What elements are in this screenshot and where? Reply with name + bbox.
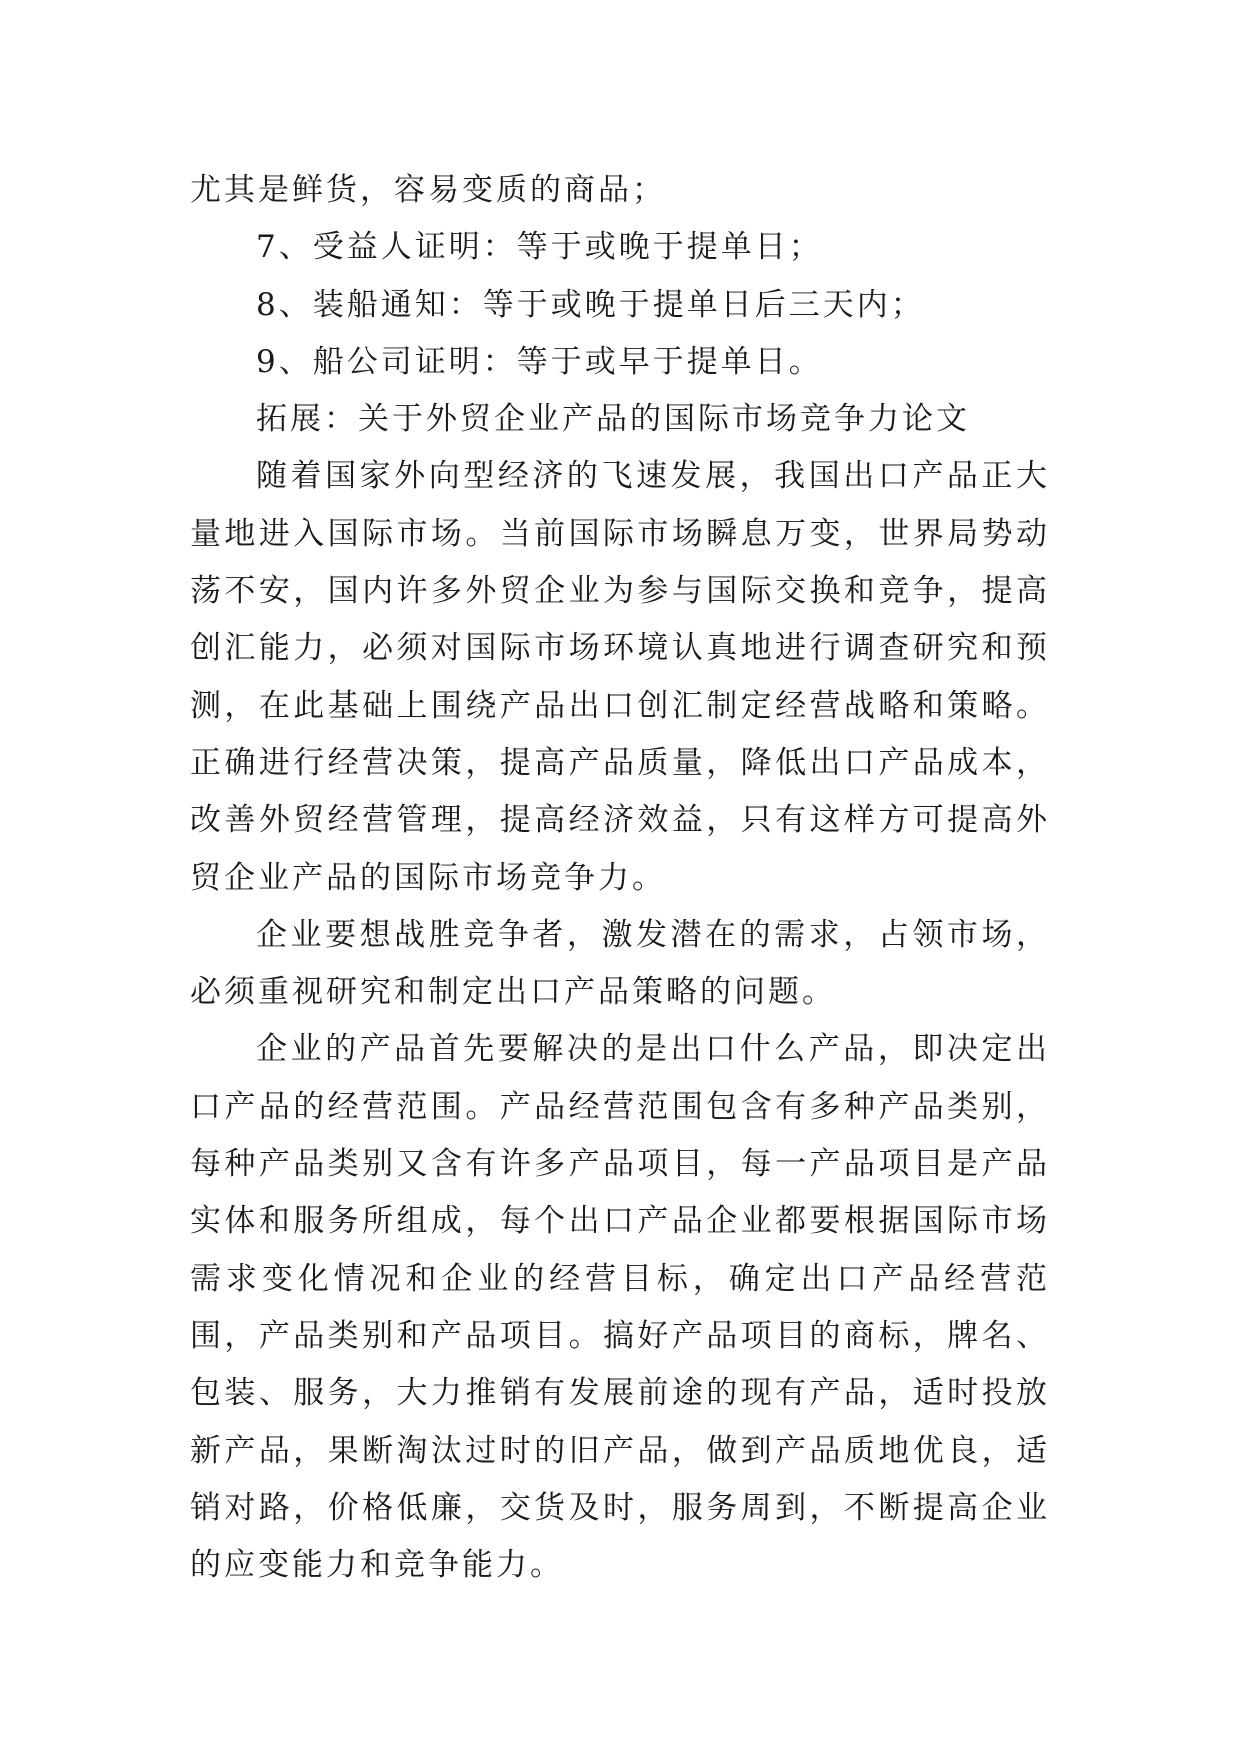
paragraph-product-strategy: 企业的产品首先要解决的是出口什么产品，即决定出口产品的经营范围。产品经营范围包含有多种产品类别，每种产品类别又含有许多产品项目，每一产品项目是产品实体和服务所组成，每个出口产品企业都要根据国际市场需求变化情况和企业的经营目标，确定出口产品经营范围，产品类别和产品项目。搞好产品项目的商标，牌名、包装、服务，大力推销有发展前途的现有产品，适时投放新产品，果断淘汰过时的旧产品，做到产品质地优良，适销对路，价格低廉，交货及时，服务周到，不断提高企业的应变能力和竞争能力。: [190, 1031, 1050, 1584]
paragraph-competition: 企业要想战胜竞争者，激发潜在的需求，占领市场，必须重视研究和制定出口产品策略的问题。: [190, 916, 1050, 1011]
paragraph-continuation: 尤其是鲜货，容易变质的商品；: [190, 172, 666, 208]
section-heading: 拓展：关于外贸企业产品的国际市场竞争力论文: [256, 401, 970, 438]
paragraph-intro: 随着国家外向型经济的飞速发展，我国出口产品正大量地进入国际市场。当前国际市场瞬息万变，世界局势动荡不安，国内许多外贸企业为参与国际交换和竞争，提高创汇能力，必须对国际市场环境认真地进行调查研究和预测，在此基础上围绕产品出口创汇制定经营战略和策略。正确进行经营决策，提高产品质量，降低出口产品成本，改善外贸经营管理，提高经济效益，只有这样方可提高外贸企业产品的国际市场竞争力。: [190, 458, 1050, 896]
paragraph-item-8: 8、装船通知：等于或晚于提单日后三天内；: [256, 286, 925, 323]
paragraph-item-9: 9、船公司证明：等于或早于提单日。: [256, 343, 823, 380]
document-body: [190, 162, 1050, 1594]
paragraph-item-7: 7、受益人证明：等于或晚于提单日；: [256, 229, 823, 266]
